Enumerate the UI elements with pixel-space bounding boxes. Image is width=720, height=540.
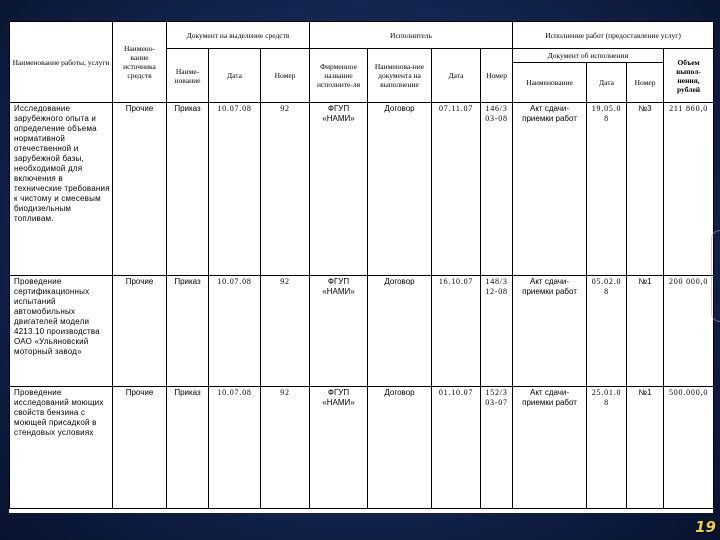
cell-source: Прочие (113, 276, 167, 387)
cell-doc-date: 10.07.08 (209, 103, 261, 276)
header-fulfill-group: Исполнение работ (предоставление услуг) (513, 22, 714, 49)
table-row (10, 387, 714, 509)
header-doc-group: Документ на выделение средств (167, 22, 310, 49)
cell-exec-number: 148/3 12-08 (481, 276, 513, 387)
cell-doc-number: 92 (261, 103, 310, 276)
cell-exec-number: 152/3 03-07 (481, 387, 513, 509)
cell-doc-number: 92 (261, 276, 310, 387)
cell-work: Исследование зарубежного опыта и определение объема нормативной отечественной и зарубежной базы, необходимой для включения в технические требования к чистому и смесевым биодизельным топливам. (10, 103, 113, 276)
cell-fulfill-number: №1 (627, 387, 664, 509)
cell-exec-doc: Договор (368, 387, 432, 509)
cell-doc-name: Приказ (167, 387, 209, 509)
cell-doc-date: 10.07.08 (209, 276, 261, 387)
header-source-name: Наимено-вание источника средств (113, 22, 167, 103)
cell-doc-name: Приказ (167, 276, 209, 387)
cell-doc-date: 10.07.08 (209, 387, 261, 509)
page-number: 19 (695, 518, 716, 536)
header-fulfill-doc-group: Документ об исполнении (513, 49, 664, 63)
cell-doc-name: Приказ (167, 103, 209, 276)
header-work-name: Наименование работы, услуги (10, 22, 113, 103)
cell-fulfill-date: 25.01.0 8 (587, 387, 627, 509)
cell-exec-date: 16.10.07 (432, 276, 481, 387)
cell-source: Прочие (113, 387, 167, 509)
cell-fulfill-date: 05.02.0 8 (587, 276, 627, 387)
table-row (10, 276, 714, 387)
header-fulfill-doc-name: Наименование (513, 63, 587, 103)
cell-firm: ФГУП «НАМИ» (310, 276, 368, 387)
header-exec-number: Номер (481, 49, 513, 103)
cell-fulfill-number: №1 (627, 276, 664, 387)
works-table (9, 21, 714, 509)
header-fulfill-number: Номер (627, 63, 664, 103)
cell-exec-date: 07.11.07 (432, 103, 481, 276)
cell-fulfill-doc: Акт сдачи-приемки работ (513, 103, 587, 276)
cell-firm: ФГУП «НАМИ» (310, 387, 368, 509)
header-doc-number: Номер (261, 49, 310, 103)
cell-exec-number: 146/3 03-08 (481, 103, 513, 276)
cell-exec-doc: Договор (368, 276, 432, 387)
cell-exec-date: 01.10.07 (432, 387, 481, 509)
table-row (10, 103, 714, 276)
cell-doc-number: 92 (261, 387, 310, 509)
header-executor-group: Исполнитель (310, 22, 513, 49)
cell-fulfill-doc: Акт сдачи-приемки работ (513, 387, 587, 509)
header-volume: Объем выпол-нения, рублей (664, 49, 714, 103)
cell-fulfill-date: 19.05.0 8 (587, 103, 627, 276)
header-fulfill-date: Дата (587, 63, 627, 103)
document-sheet (9, 21, 713, 513)
cell-volume: 500.000,0 (664, 387, 714, 509)
header-doc-name: Наиме-нование (167, 49, 209, 103)
cell-firm: ФГУП «НАМИ» (310, 103, 368, 276)
header-firm-name: Фирменное название исполните-ля (310, 49, 368, 103)
header-exec-date: Дата (432, 49, 481, 103)
cell-exec-doc: Договор (368, 103, 432, 276)
cell-work: Проведение сертификационных испытаний автомобильных двигателей модели 4213.10 производства ОАО «Ульяновский моторный завод» (10, 276, 113, 387)
cell-volume: 211 860,0 (664, 103, 714, 276)
cell-fulfill-doc: Акт сдачи-приемки работ (513, 276, 587, 387)
cell-volume: 200 000,0 (664, 276, 714, 387)
header-exec-doc-name: Наименова-ние документа на выполнение (368, 49, 432, 103)
cell-work: Проведение исследований моющих свойств бензина с моющей присадкой в стендовых условиях (10, 387, 113, 509)
cell-source: Прочие (113, 103, 167, 276)
header-doc-date: Дата (209, 49, 261, 103)
cell-fulfill-number: №3 (627, 103, 664, 276)
slide-decoration (711, 230, 720, 322)
